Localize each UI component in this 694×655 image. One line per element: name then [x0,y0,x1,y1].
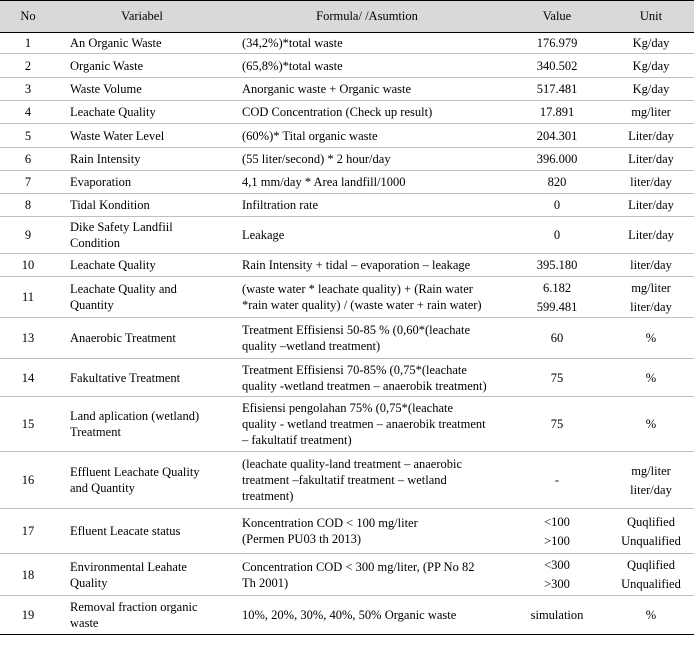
row-value-line: 0 [553,228,561,242]
table-row [0,509,694,554]
row-variable-line: Land aplication (wetland) [70,409,200,423]
row-variable-line: Anaerobic Treatment [70,331,176,345]
row-formula [228,254,506,277]
row-variable [56,217,228,254]
row-no: 11 [0,277,56,318]
row-no: 2 [0,54,56,78]
row-variable-line: Waste Volume [70,82,142,96]
row-unit [608,318,694,359]
row-unit-line: Liter/day [628,152,674,166]
row-formula [228,277,506,318]
table-row [0,359,694,397]
row-formula-line: (leachate quality-land treatment – anaerobic [242,457,463,471]
row-value-line: 176.979 [536,36,578,50]
row-formula-line: quality -wetland treatmen – anaerobik treatment) [242,378,487,393]
row-formula-line: treatment) [242,489,294,503]
row-value [506,596,608,635]
row-formula-line: Rain Intensity + tidal – evaporation – leakage [242,258,471,272]
row-value [506,318,608,359]
row-value [506,194,608,217]
row-formula [228,318,506,359]
row-value [506,254,608,277]
row-no: 14 [0,359,56,397]
row-unit-line: liter/day [630,258,672,272]
row-formula-line: 10%, 20%, 30%, 40%, 50% Organic waste [242,608,457,622]
row-variable-line: Waste Water Level [70,128,165,143]
row-variable [56,554,228,596]
row-variable [56,596,228,635]
row-variable [56,509,228,554]
table-row [0,124,694,148]
row-unit-line: mg/liter [631,280,671,295]
row-formula-line: (34,2%)*total waste [242,36,343,50]
row-variable-line: Evaporation [70,175,132,189]
row-no: 3 [0,78,56,101]
row-formula-line: quality - wetland treatmen – anaerobik treatment [242,417,486,431]
row-formula-line: (waste water * leachate quality) + (Rain water [242,282,473,296]
row-unit-line: Quqlified [627,514,675,529]
row-unit [608,148,694,171]
row-unit [608,397,694,452]
row-value [506,554,608,596]
row-formula-line: treatment –fakultatif treatment – wetland [242,473,447,487]
table-row [0,596,694,635]
row-variable-line: Dike Safety Landfiil [70,220,173,234]
row-value [506,277,608,318]
row-value-line: 0 [553,198,561,212]
row-variable-line: Quality [70,575,108,590]
row-no: 17 [0,509,56,554]
row-unit-line: Unqualified [621,533,681,548]
row-unit-line: % [645,608,657,622]
row-unit [608,101,694,124]
row-value [506,148,608,171]
row-value-line: 75 [550,417,564,431]
row-unit [608,359,694,397]
row-value-line: 517.481 [536,82,578,96]
row-no: 7 [0,171,56,194]
row-value [506,101,608,124]
row-variable-line: An Organic Waste [70,36,162,50]
row-value-line: 17.891 [539,105,575,119]
header-variable: Variabel [56,1,228,33]
row-formula [228,359,506,397]
row-variable [56,101,228,124]
row-formula [228,397,506,452]
row-unit-line: Liter/day [628,128,674,143]
row-variable [56,277,228,318]
row-variable-line: Rain Intensity [70,152,141,166]
row-formula [228,33,506,54]
row-no: 16 [0,452,56,509]
row-variable-line: Leachate Quality [70,105,156,119]
row-variable-line: Leachate Quality [70,258,156,272]
row-formula-line: (Permen PU03 th 2013) [242,532,362,546]
row-unit [608,509,694,554]
row-formula [228,171,506,194]
row-variable [56,124,228,148]
row-variable [56,397,228,452]
row-formula-line: Anorganic waste + Organic waste [242,82,412,96]
table-row [0,397,694,452]
row-formula [228,596,506,635]
row-value-line: 204.301 [536,128,578,143]
table-row [0,78,694,101]
table-row [0,318,694,359]
row-unit-line: % [645,331,657,345]
row-value-line: simulation [530,608,584,622]
row-unit [608,171,694,194]
row-unit [608,194,694,217]
row-value-line: <100 [544,514,570,529]
table-row [0,194,694,217]
row-variable [56,194,228,217]
row-value-line: 6.182 [542,280,572,295]
row-variable-line: Tidal Kondition [70,198,150,212]
row-formula [228,101,506,124]
row-unit [608,452,694,509]
row-unit [608,596,694,635]
row-variable-line: Efluent Leacate status [70,524,181,538]
row-variable-line: Leachate Quality and [70,282,177,296]
row-formula-line: Th 2001) [242,575,289,590]
header-unit: Unit [608,1,694,33]
row-formula-line: Efisiensi pengolahan 75% (0,75*(leachate [242,401,454,415]
row-no: 19 [0,596,56,635]
row-formula [228,554,506,596]
row-unit-line: Kg/day [632,82,670,96]
row-formula [228,148,506,171]
row-value [506,217,608,254]
row-value-line: 395.180 [536,258,578,272]
row-value-line: 396.000 [536,152,578,166]
header-value: Value [506,1,608,33]
row-variable [56,54,228,78]
row-variable-line: Environmental Leahate [70,559,187,574]
row-variable-line: Effluent Leachate Quality [70,465,200,479]
row-variable-line: Condition [70,236,121,250]
row-value [506,124,608,148]
row-unit-line: Liter/day [628,198,674,212]
row-no: 10 [0,254,56,277]
row-value-line: 340.502 [536,58,578,73]
table-row [0,217,694,254]
row-value-line: <300 [544,558,570,572]
row-variable-line: Removal fraction organic [70,600,198,614]
row-variable-line: and Quantity [70,481,135,495]
row-unit-line: liter/day [630,299,672,314]
row-unit [608,124,694,148]
row-formula [228,217,506,254]
row-unit [608,78,694,101]
row-unit [608,254,694,277]
header-row [0,1,694,33]
row-variable [56,171,228,194]
row-variable-line: waste [70,616,99,630]
header-formula: Formula/ /Asumtion [228,1,506,33]
row-variable [56,254,228,277]
row-formula [228,452,506,509]
row-formula [228,54,506,78]
row-value-line: 820 [547,175,567,189]
row-variable [56,33,228,54]
row-variable [56,359,228,397]
table-row [0,54,694,78]
row-variable-line: Organic Waste [70,58,144,73]
row-variable [56,452,228,509]
row-formula [228,194,506,217]
row-value-line: 599.481 [536,299,578,314]
row-unit-line: liter/day [630,175,672,189]
row-formula [228,509,506,554]
row-value [506,452,608,509]
row-variable-line: Treatment [70,425,121,439]
row-unit-line: Liter/day [628,228,674,242]
row-no: 13 [0,318,56,359]
row-formula-line: Leakage [242,228,285,242]
row-unit-line: mg/liter [631,105,671,119]
row-variable [56,78,228,101]
row-unit-line: mg/liter [631,463,671,478]
row-variable [56,318,228,359]
table-row [0,171,694,194]
row-no: 8 [0,194,56,217]
row-value [506,33,608,54]
table-row [0,277,694,318]
row-formula-line: Infiltration rate [242,198,319,212]
row-formula-line: Koncentration COD < 100 mg/liter [242,516,418,530]
table-row [0,254,694,277]
row-value-line: >100 [544,533,570,548]
row-unit [608,277,694,318]
row-formula [228,78,506,101]
row-unit [608,54,694,78]
row-value [506,359,608,397]
row-formula-line: 4,1 mm/day * Area landfill/1000 [242,175,406,189]
row-formula-line: – fakultatif treatment) [242,433,352,447]
row-formula-line: (60%)* Tital organic waste [242,128,378,143]
table-row [0,554,694,596]
row-value-line: 60 [550,331,564,345]
table-row [0,452,694,509]
row-unit-line: % [645,417,657,431]
table-row [0,148,694,171]
table-row [0,33,694,54]
row-unit [608,217,694,254]
row-value-line: >300 [544,577,570,591]
row-no: 15 [0,397,56,452]
table-row [0,101,694,124]
row-no: 1 [0,33,56,54]
row-value [506,509,608,554]
row-unit-line: Unqualified [621,577,681,591]
row-unit [608,33,694,54]
row-variable-line: Quantity [70,298,114,312]
row-unit-line: % [645,370,657,385]
row-variable [56,148,228,171]
row-no: 9 [0,217,56,254]
row-variable-line: Fakultative Treatment [70,370,181,385]
row-unit [608,554,694,596]
row-no: 5 [0,124,56,148]
row-formula-line: COD Concentration (Check up result) [242,105,433,119]
row-formula-line: (55 liter/second) * 2 hour/day [242,152,391,166]
row-value-line: 75 [550,370,564,385]
row-formula-line: *rain water quality) / (waste water + rain water) [242,298,482,312]
row-value [506,54,608,78]
row-formula-line: Treatment Effisiensi 70-85% (0,75*(leachate [242,362,467,377]
row-value [506,171,608,194]
row-unit-line: Kg/day [632,58,670,73]
row-no: 6 [0,148,56,171]
row-unit-line: Quqlified [627,558,675,572]
table-body [0,33,694,635]
row-formula-line: Treatment Effisiensi 50-85 % (0,60*(leachate [242,323,471,337]
row-unit-line: Kg/day [632,36,670,50]
row-no: 18 [0,554,56,596]
row-formula-line: Concentration COD < 300 mg/liter, (PP No 82 [242,559,475,574]
row-value [506,397,608,452]
row-formula-line: (65,8%)*total waste [242,58,343,73]
row-formula-line: quality –wetland treatment) [242,339,381,353]
row-no: 4 [0,101,56,124]
row-formula [228,124,506,148]
row-unit-line: liter/day [630,482,672,497]
row-value-line: - [554,473,560,487]
row-value [506,78,608,101]
header-no: No [0,1,56,33]
